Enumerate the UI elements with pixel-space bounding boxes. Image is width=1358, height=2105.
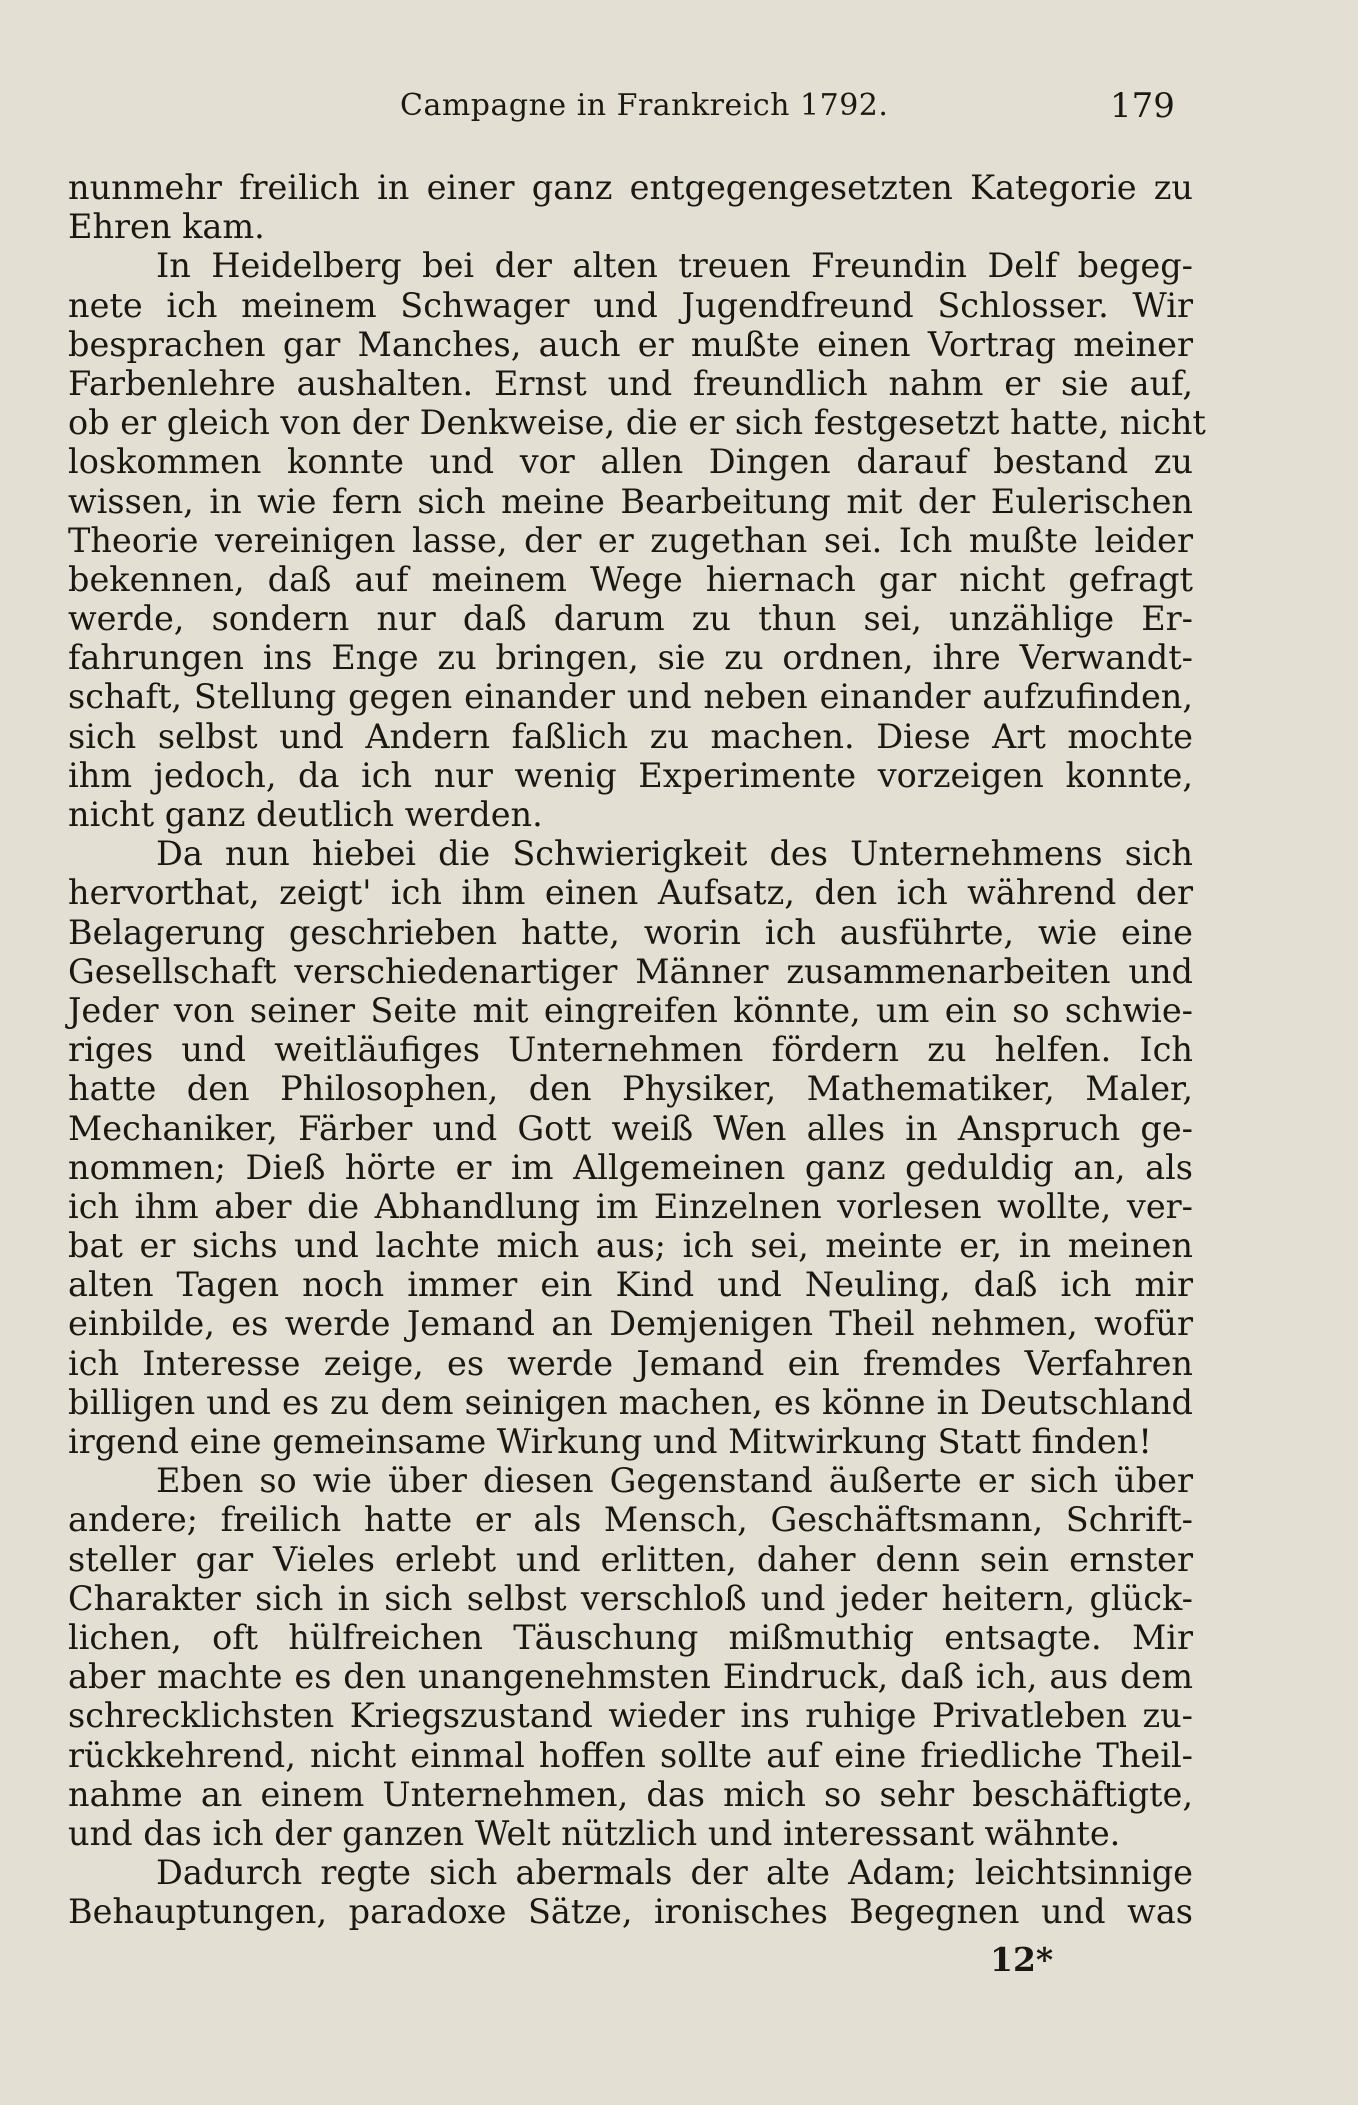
text-line: nommen; Dieß hörte er im Allgemeinen ganz geduldig an, als — [68, 1147, 1193, 1187]
text-line: sich selbst und Andern faßlich zu machen. Diese Art mochte — [68, 716, 1193, 756]
text-line: andere; freilich hatte er als Mensch, Geschäftsmann, Schrift- — [68, 1500, 1193, 1540]
text-line: schrecklichsten Kriegszustand wieder ins ruhige Privatleben zu- — [68, 1696, 1193, 1736]
text-line: lichen, oft hülfreichen Täuschung mißmuthig entsagte. Mir — [68, 1617, 1193, 1657]
text-line: werde, sondern nur daß darum zu thun sei, unzählige Er- — [68, 599, 1193, 639]
text-line: Da nun hiebei die Schwierigkeit des Unternehmens sich — [156, 834, 1193, 874]
text-line: und das ich der ganzen Welt nützlich und interessant wähnte. — [68, 1813, 1121, 1853]
text-line: rückkehrend, nicht einmal hoffen sollte auf eine friedliche Theil- — [68, 1735, 1193, 1775]
text-line: Belagerung geschrieben hatte, worin ich ausführte, wie eine — [68, 912, 1193, 952]
text-line: Dadurch regte sich abermals der alte Adam; leichtsinnige — [156, 1853, 1193, 1893]
text-line: ob er gleich von der Denkweise, die er sich festgesetzt hatte, nicht — [68, 403, 1206, 443]
text-line: Ehren kam. — [68, 207, 265, 247]
text-line: fahrungen ins Enge zu bringen, sie zu ordnen, ihre Verwandt- — [68, 638, 1193, 678]
body-text — [68, 168, 1206, 1932]
text-line: nunmehr freilich in einer ganz entgegengesetzten Kategorie zu — [68, 168, 1193, 207]
text-line: riges und weitläufiges Unternehmen fördern zu helfen. Ich — [68, 1030, 1193, 1070]
text-line: irgend eine gemeinsame Wirkung und Mitwirkung Statt finden! — [68, 1422, 1152, 1461]
text-line: steller gar Vieles erlebt und erlitten, daher denn sein ernster — [68, 1539, 1193, 1579]
text-line: Behauptungen, paradoxe Sätze, ironisches Begegnen und was — [68, 1892, 1193, 1932]
text-line: einbilde, es werde Jemand an Demjenigen Theil nehmen, wofür — [68, 1304, 1193, 1344]
text-line: ich Interesse zeige, es werde Jemand ein fremdes Verfahren — [68, 1343, 1193, 1383]
text-line: Theorie vereinigen lasse, der er zugethan sei. Ich mußte leider — [68, 520, 1193, 560]
text-line: aber machte es den unangenehmsten Eindruck, daß ich, aus dem — [68, 1657, 1193, 1697]
text-line: billigen und es zu dem seinigen machen, es könne in Deutschland — [68, 1382, 1193, 1422]
text-line: In Heidelberg bei der alten treuen Freundin Delf begeg- — [156, 246, 1193, 286]
text-line: wissen, in wie fern sich meine Bearbeitung mit der Eulerischen — [68, 481, 1193, 521]
signature-mark: 12* — [990, 1940, 1054, 1979]
text-line: nahme an einem Unternehmen, das mich so sehr beschäftigte, — [68, 1774, 1193, 1814]
text-line: bat er sichs und lachte mich aus; ich sei, meinte er, in meinen — [68, 1226, 1193, 1266]
text-line: Mechaniker, Färber und Gott weiß Wen alles in Anspruch ge- — [68, 1108, 1193, 1148]
text-line: Jeder von seiner Seite mit eingreifen könnte, um ein so schwie- — [68, 990, 1193, 1030]
text-line: ich ihm aber die Abhandlung im Einzelnen vorlesen wollte, ver- — [68, 1186, 1193, 1226]
text-line: Eben so wie über diesen Gegenstand äußerte er sich über — [156, 1461, 1193, 1501]
text-line: ihm jedoch, da ich nur wenig Experimente vorzeigen konnte, — [68, 755, 1193, 795]
text-line: loskommen konnte und vor allen Dingen darauf bestand zu — [68, 442, 1193, 482]
text-line: Farbenlehre aushalten. Ernst und freundlich nahm er sie auf, — [68, 363, 1193, 403]
text-line: nete ich meinem Schwager und Jugendfreund Schlosser. Wir — [68, 285, 1193, 325]
text-line: schaft, Stellung gegen einander und neben einander aufzufinden, — [68, 677, 1193, 717]
page-header — [0, 88, 1358, 128]
text-line: besprachen gar Manches, auch er mußte einen Vortrag meiner — [68, 324, 1193, 364]
text-line: Gesellschaft verschiedenartiger Männer zusammenarbeiten und — [68, 951, 1193, 991]
text-line: alten Tagen noch immer ein Kind und Neuling, daß ich mir — [68, 1265, 1193, 1305]
text-line: hatte den Philosophen, den Physiker, Mathematiker, Maler, — [68, 1069, 1193, 1109]
text-line: Charakter sich in sich selbst verschloß und jeder heitern, glück- — [68, 1578, 1193, 1618]
text-line: hervorthat, zeigt' ich ihm einen Aufsatz, den ich während der — [68, 873, 1193, 913]
text-line: nicht ganz deutlich werden. — [68, 795, 543, 834]
text-line: bekennen, daß auf meinem Wege hiernach gar nicht gefragt — [68, 559, 1193, 599]
page-number: 179 — [1110, 86, 1175, 126]
running-title: Campagne in Frankreich 1792. — [400, 88, 889, 123]
